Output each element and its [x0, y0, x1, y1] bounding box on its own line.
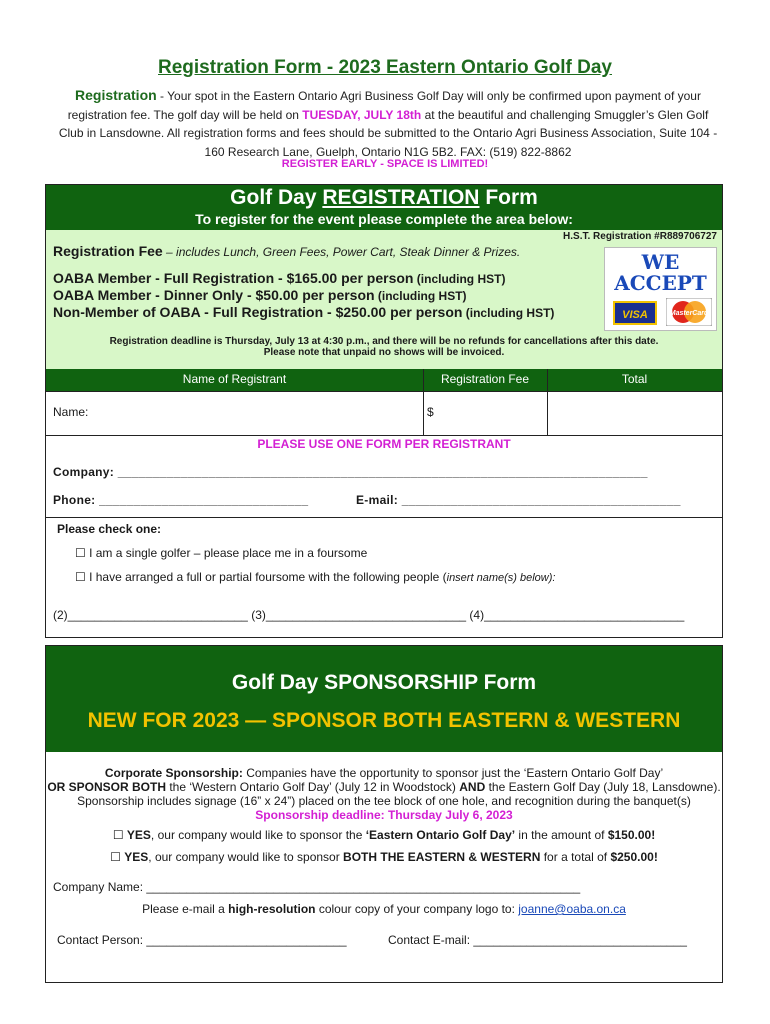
sponsorship-desc-1	[46, 766, 722, 780]
table-divider	[423, 369, 424, 436]
option-text: OABA Member - Full Registration - $165.00 per person	[53, 270, 414, 286]
hst-number: H.S.T. Registration #R889706727	[563, 231, 717, 242]
checkbox-note: insert name(s) below):	[446, 572, 556, 584]
option-text: Non-Member of OABA - Full Registration - $250.00 per person	[53, 304, 463, 320]
foursome-names-fields[interactable]: (2)___________________________ (3)______________________________ (4)______________________________	[53, 608, 685, 622]
bold-text: OR SPONSOR BOTH	[47, 780, 166, 794]
intro-text-1: - Your spot in the Eastern Ontario Agri Business Golf Day will only be confirmed upon payment of your registration fee. The golf day will be held on	[67, 89, 701, 122]
table-divider	[547, 369, 548, 436]
intro-text-2: at the beautiful and challenging Smuggler’s Glen Golf Club in Lansdowne. All registration forms and fees should be submitted to the Ontario Agri Business Association, Suite 104 - 160 Research Lane, Guelph, Ontario N1G 5B2. FAX: (519) 822-8862	[58, 107, 718, 159]
sponsorship-deadline: Sponsorship deadline: Thursday July 6, 2023	[255, 808, 513, 822]
intro-lead: Registration	[75, 87, 157, 103]
fee-description	[53, 243, 520, 259]
bold-text: BOTH THE EASTERN & WESTERN	[343, 850, 541, 864]
checkbox-glyph: ☐	[112, 828, 127, 842]
registrant-table-row	[46, 391, 722, 436]
registration-heading	[46, 186, 722, 210]
sponsorship-heading: Golf Day SPONSORSHIP Form	[231, 671, 537, 694]
one-form-notice: PLEASE USE ONE FORM PER REGISTRANT	[257, 437, 511, 451]
amount: $150.00!	[607, 828, 656, 842]
amount: $250.00!	[610, 850, 658, 864]
text: Please e-mail a	[142, 902, 229, 916]
bold-text: ‘Eastern Ontario Golf Day’	[365, 828, 516, 842]
text: the ‘Western Ontario Golf Day’ (July 12 in Woodstock)	[166, 780, 460, 794]
bold-text: YES	[124, 850, 149, 864]
bold-text: Corporate Sponsorship:	[104, 766, 243, 780]
foursome-checkbox[interactable]	[75, 570, 555, 584]
fee-label: Registration Fee	[53, 243, 163, 259]
checkbox-glyph: ☐	[110, 850, 125, 864]
option-note: (including HST)	[462, 306, 555, 320]
bold-text: YES	[126, 828, 151, 842]
text: , our company would like to sponsor the	[150, 828, 366, 842]
column-header-total: Total	[621, 372, 648, 386]
option-text: OABA Member - Dinner Only - $50.00 per person	[53, 287, 375, 303]
text: , our company would like to sponsor	[148, 850, 344, 864]
mastercard-icon	[666, 298, 712, 326]
bold-text: high-resolution	[228, 902, 316, 916]
option-note: (including HST)	[374, 289, 467, 303]
text: for a total of	[540, 850, 611, 864]
email-field[interactable]: E-mail: ________________________________________	[356, 493, 681, 507]
mastercard-label: MasterCard	[669, 310, 709, 317]
no-show-notice: Please note that unpaid no shows will be invoiced.	[263, 347, 505, 358]
event-date: TUESDAY, JULY 18th	[302, 107, 422, 122]
name-field-label[interactable]: Name:	[53, 405, 89, 419]
fee-includes: – includes Lunch, Green Fees, Power Cart, Steak Dinner & Prizes.	[162, 245, 521, 259]
registration-deadline: Registration deadline is Thursday, July 13 at 4:30 p.m., and there will be no refunds for cancellations after this date.	[109, 336, 659, 347]
checkbox-text: ☐ I have arranged a full or partial foursome with the following people (	[75, 570, 447, 584]
single-golfer-checkbox[interactable]: ☐ I am a single golfer – please place me in a foursome	[75, 546, 368, 560]
bold-text: AND	[459, 780, 486, 794]
visa-icon: VISA	[613, 301, 657, 325]
contact-email-field[interactable]: Contact E-mail: ________________________________	[388, 933, 687, 947]
sponsor-both-checkbox[interactable]	[46, 850, 722, 864]
check-one-heading: Please check one:	[57, 522, 162, 536]
sponsorship-header-band	[46, 646, 722, 752]
page-title: Registration Form - 2023 Eastern Ontario Golf Day	[158, 57, 612, 78]
registration-subheading: To register for the event please complete the area below:	[195, 211, 573, 227]
heading-part: Golf Day	[230, 186, 323, 209]
intro-paragraph	[58, 86, 718, 161]
contact-person-field[interactable]: Contact Person: ______________________________	[57, 933, 347, 947]
sponsor-eastern-checkbox[interactable]	[46, 828, 722, 842]
sponsorship-subheading: NEW FOR 2023 — SPONSOR BOTH EASTERN & WESTERN	[87, 709, 681, 732]
fee-option-member-dinner	[53, 287, 467, 303]
phone-field[interactable]: Phone: ______________________________	[53, 493, 309, 507]
text: in the amount of	[515, 828, 608, 842]
text: colour copy of your company logo to:	[315, 902, 519, 916]
fee-option-member-full	[53, 270, 505, 286]
heading-part: Form	[479, 186, 538, 209]
fee-field[interactable]: $	[427, 405, 434, 419]
logo-email-link[interactable]: joanne@oaba.on.ca	[518, 902, 626, 916]
text: the Eastern Golf Day (July 18, Lansdowne).	[485, 780, 721, 794]
column-header-fee: Registration Fee	[440, 372, 530, 386]
heading-underlined: REGISTRATION	[322, 186, 480, 209]
text: Companies have the opportunity to sponsor just the ‘Eastern Ontario Golf Day’	[242, 766, 664, 780]
divider	[46, 517, 722, 518]
sponsor-company-field[interactable]: Company Name: _________________________________________________________________	[53, 880, 581, 894]
sponsorship-desc-3: Sponsorship includes signage (16” x 24”) placed on the tee block of one hole, and recognition during the banquet(s)	[77, 794, 691, 808]
company-field[interactable]: Company: ____________________________________________________________________________	[53, 465, 648, 479]
fee-option-nonmember-full	[53, 304, 554, 320]
option-note: (including HST)	[413, 272, 506, 286]
column-header-name: Name of Registrant	[182, 372, 287, 386]
register-early-notice: REGISTER EARLY - SPACE IS LIMITED!	[281, 158, 489, 170]
logo-email-instruction	[46, 902, 722, 916]
we-accept-text: WE ACCEPT	[614, 250, 707, 295]
sponsorship-desc-2	[46, 780, 722, 794]
